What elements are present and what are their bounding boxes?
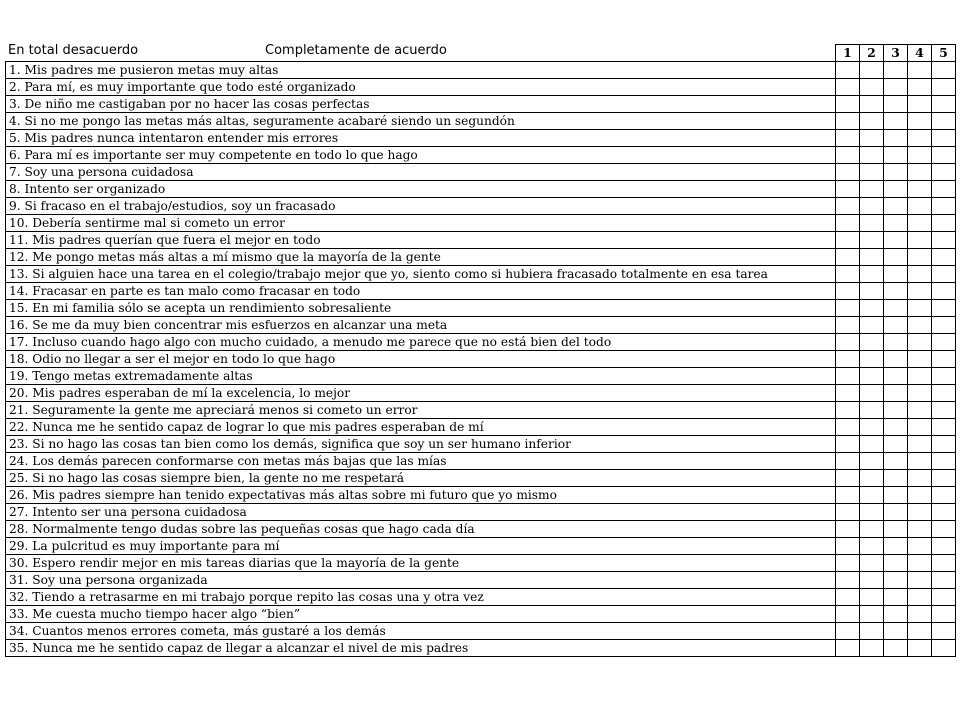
rating-cell-5[interactable]: [932, 572, 956, 589]
rating-cell-5[interactable]: [932, 351, 956, 368]
rating-cell-5[interactable]: [932, 147, 956, 164]
rating-cell-4[interactable]: [908, 470, 932, 487]
rating-cell-5[interactable]: [932, 215, 956, 232]
rating-cell-2[interactable]: [860, 113, 884, 130]
item-text: 5. Mis padres nunca intentaron entender mis errores: [6, 130, 836, 147]
item-text: 30. Espero rendir mejor en mis tareas diarias que la mayoría de la gente: [6, 555, 836, 572]
rating-cell-3[interactable]: [884, 181, 908, 198]
rating-cell-4[interactable]: [908, 487, 932, 504]
rating-cell-4[interactable]: [908, 589, 932, 606]
table-row: [6, 147, 956, 164]
rating-cell-2[interactable]: [860, 504, 884, 521]
table-row: [6, 334, 956, 351]
rating-cell-5[interactable]: [932, 487, 956, 504]
rating-cell-3[interactable]: [884, 113, 908, 130]
rating-cell-2[interactable]: [860, 96, 884, 113]
rating-cell-1[interactable]: [836, 283, 860, 300]
rating-cell-2[interactable]: [860, 572, 884, 589]
rating-cell-1[interactable]: [836, 79, 860, 96]
item-text: 9. Si fracaso en el trabajo/estudios, soy un fracasado: [6, 198, 836, 215]
rating-cell-1[interactable]: [836, 572, 860, 589]
rating-cell-3[interactable]: [884, 436, 908, 453]
rating-cell-3[interactable]: [884, 96, 908, 113]
table-row: [6, 487, 956, 504]
rating-cell-5[interactable]: [932, 300, 956, 317]
item-text: 13. Si alguien hace una tarea en el colegio/trabajo mejor que yo, siento como si hubiera fracasado totalmente en esa tarea: [6, 266, 836, 283]
rating-cell-2[interactable]: [860, 181, 884, 198]
item-text: 12. Me pongo metas más altas a mí mismo que la mayoría de la gente: [6, 249, 836, 266]
rating-cell-5[interactable]: [932, 453, 956, 470]
item-text: 31. Soy una persona organizada: [6, 572, 836, 589]
rating-cell-3[interactable]: [884, 453, 908, 470]
rating-cell-5[interactable]: [932, 521, 956, 538]
rating-cell-3[interactable]: [884, 164, 908, 181]
item-text: 27. Intento ser una persona cuidadosa: [6, 504, 836, 521]
rating-cell-2[interactable]: [860, 62, 884, 79]
rating-cell-4[interactable]: [908, 606, 932, 623]
rating-cell-4[interactable]: [908, 623, 932, 640]
rating-cell-4[interactable]: [908, 198, 932, 215]
item-text: 6. Para mí es importante ser muy competente en todo lo que hago: [6, 147, 836, 164]
rating-cell-5[interactable]: [932, 402, 956, 419]
rating-cell-4[interactable]: [908, 215, 932, 232]
rating-cell-2[interactable]: [860, 334, 884, 351]
item-text: 32. Tiendo a retrasarme en mi trabajo porque repito las cosas una y otra vez: [6, 589, 836, 606]
rating-cell-4[interactable]: [908, 232, 932, 249]
rating-cell-1[interactable]: [836, 606, 860, 623]
rating-cell-3[interactable]: [884, 640, 908, 657]
rating-cell-4[interactable]: [908, 555, 932, 572]
rating-cell-3[interactable]: [884, 147, 908, 164]
table-row: [6, 436, 956, 453]
item-text: 11. Mis padres querían que fuera el mejor en todo: [6, 232, 836, 249]
table-row: [6, 300, 956, 317]
rating-cell-1[interactable]: [836, 130, 860, 147]
rating-cell-3[interactable]: [884, 232, 908, 249]
table-row: [6, 198, 956, 215]
rating-cell-1[interactable]: [836, 368, 860, 385]
rating-cell-1[interactable]: [836, 164, 860, 181]
table-row: [6, 538, 956, 555]
rating-cell-4[interactable]: [908, 300, 932, 317]
rating-cell-4[interactable]: [908, 79, 932, 96]
rating-cell-4[interactable]: [908, 266, 932, 283]
rating-cell-4[interactable]: [908, 164, 932, 181]
rating-cell-5[interactable]: [932, 555, 956, 572]
rating-cell-3[interactable]: [884, 334, 908, 351]
rating-cell-2[interactable]: [860, 266, 884, 283]
rating-cell-4[interactable]: [908, 538, 932, 555]
rating-cell-3[interactable]: [884, 317, 908, 334]
rating-cell-3[interactable]: [884, 62, 908, 79]
rating-cell-2[interactable]: [860, 606, 884, 623]
rating-cell-5[interactable]: [932, 317, 956, 334]
rating-cell-1[interactable]: [836, 436, 860, 453]
rating-cell-3[interactable]: [884, 572, 908, 589]
rating-cell-2[interactable]: [860, 555, 884, 572]
rating-cell-5[interactable]: [932, 232, 956, 249]
rating-cell-1[interactable]: [836, 147, 860, 164]
rating-cell-3[interactable]: [884, 215, 908, 232]
rating-cell-5[interactable]: [932, 538, 956, 555]
rating-cell-3[interactable]: [884, 419, 908, 436]
rating-cell-1[interactable]: [836, 555, 860, 572]
rating-cell-3[interactable]: [884, 283, 908, 300]
item-text: 21. Seguramente la gente me apreciará menos si cometo un error: [6, 402, 836, 419]
rating-cell-5[interactable]: [932, 266, 956, 283]
item-text: 14. Fracasar en parte es tan malo como fracasar en todo: [6, 283, 836, 300]
rating-cell-5[interactable]: [932, 62, 956, 79]
item-text: 28. Normalmente tengo dudas sobre las pequeñas cosas que hago cada día: [6, 521, 836, 538]
table-row: [6, 317, 956, 334]
table-row: [6, 232, 956, 249]
rating-cell-2[interactable]: [860, 623, 884, 640]
rating-cell-5[interactable]: [932, 164, 956, 181]
rating-cell-2[interactable]: [860, 249, 884, 266]
rating-cell-5[interactable]: [932, 96, 956, 113]
rating-cell-4[interactable]: [908, 351, 932, 368]
table-row: [6, 215, 956, 232]
scale-header-5: 5: [932, 45, 956, 62]
rating-cell-1[interactable]: [836, 181, 860, 198]
table-row: [6, 589, 956, 606]
rating-cell-1[interactable]: [836, 317, 860, 334]
rating-cell-5[interactable]: [932, 623, 956, 640]
table-row: [6, 606, 956, 623]
rating-cell-1[interactable]: [836, 198, 860, 215]
rating-cell-5[interactable]: [932, 504, 956, 521]
rating-cell-2[interactable]: [860, 538, 884, 555]
rating-cell-3[interactable]: [884, 402, 908, 419]
rating-cell-4[interactable]: [908, 130, 932, 147]
item-text: 2. Para mí, es muy importante que todo esté organizado: [6, 79, 836, 96]
header-row: [6, 45, 956, 62]
rating-cell-2[interactable]: [860, 402, 884, 419]
item-text: 25. Si no hago las cosas siempre bien, la gente no me respetará: [6, 470, 836, 487]
rating-cell-1[interactable]: [836, 232, 860, 249]
rating-cell-4[interactable]: [908, 96, 932, 113]
rating-cell-2[interactable]: [860, 300, 884, 317]
rating-cell-1[interactable]: [836, 215, 860, 232]
table-row: [6, 113, 956, 130]
rating-cell-4[interactable]: [908, 113, 932, 130]
rating-cell-1[interactable]: [836, 504, 860, 521]
table-row: [6, 283, 956, 300]
table-row: [6, 368, 956, 385]
scale-header-2: 2: [860, 45, 884, 62]
rating-cell-1[interactable]: [836, 538, 860, 555]
header-spacer: [6, 45, 836, 62]
rating-cell-2[interactable]: [860, 215, 884, 232]
rating-cell-3[interactable]: [884, 589, 908, 606]
rating-cell-3[interactable]: [884, 266, 908, 283]
rating-cell-3[interactable]: [884, 368, 908, 385]
rating-cell-3[interactable]: [884, 606, 908, 623]
table-row: [6, 164, 956, 181]
rating-cell-5[interactable]: [932, 589, 956, 606]
rating-cell-3[interactable]: [884, 198, 908, 215]
rating-cell-3[interactable]: [884, 538, 908, 555]
table-row: [6, 96, 956, 113]
rating-cell-5[interactable]: [932, 181, 956, 198]
rating-cell-4[interactable]: [908, 453, 932, 470]
item-text: 24. Los demás parecen conformarse con metas más bajas que las mías: [6, 453, 836, 470]
table-row: [6, 351, 956, 368]
table-row: [6, 504, 956, 521]
item-text: 23. Si no hago las cosas tan bien como los demás, significa que soy un ser humano inferior: [6, 436, 836, 453]
rating-cell-4[interactable]: [908, 283, 932, 300]
rating-cell-2[interactable]: [860, 164, 884, 181]
rating-cell-2[interactable]: [860, 453, 884, 470]
rating-cell-4[interactable]: [908, 181, 932, 198]
rating-cell-2[interactable]: [860, 130, 884, 147]
rating-cell-4[interactable]: [908, 147, 932, 164]
table-row: [6, 419, 956, 436]
item-text: 8. Intento ser organizado: [6, 181, 836, 198]
rating-cell-2[interactable]: [860, 79, 884, 96]
rating-cell-1[interactable]: [836, 62, 860, 79]
rating-cell-4[interactable]: [908, 62, 932, 79]
rating-cell-2[interactable]: [860, 385, 884, 402]
table-row: [6, 79, 956, 96]
rating-cell-4[interactable]: [908, 419, 932, 436]
rating-cell-4[interactable]: [908, 572, 932, 589]
rating-cell-2[interactable]: [860, 283, 884, 300]
item-text: 18. Odio no llegar a ser el mejor en todo lo que hago: [6, 351, 836, 368]
rating-cell-1[interactable]: [836, 623, 860, 640]
rating-cell-3[interactable]: [884, 130, 908, 147]
rating-cell-1[interactable]: [836, 300, 860, 317]
table-row: [6, 453, 956, 470]
rating-cell-1[interactable]: [836, 334, 860, 351]
rating-cell-3[interactable]: [884, 487, 908, 504]
rating-cell-3[interactable]: [884, 79, 908, 96]
scale-header-1: 1: [836, 45, 860, 62]
scale-header-3: 3: [884, 45, 908, 62]
rating-cell-5[interactable]: [932, 368, 956, 385]
scale-left-label: En total desacuerdo: [8, 43, 139, 58]
rating-cell-1[interactable]: [836, 96, 860, 113]
item-text: 33. Me cuesta mucho tiempo hacer algo “bien”: [6, 606, 836, 623]
rating-cell-1[interactable]: [836, 249, 860, 266]
rating-cell-5[interactable]: [932, 436, 956, 453]
rating-cell-3[interactable]: [884, 470, 908, 487]
rating-cell-4[interactable]: [908, 504, 932, 521]
table-row: [6, 521, 956, 538]
rating-cell-1[interactable]: [836, 487, 860, 504]
rating-cell-4[interactable]: [908, 249, 932, 266]
rating-cell-1[interactable]: [836, 266, 860, 283]
rating-cell-1[interactable]: [836, 521, 860, 538]
table-row: [6, 385, 956, 402]
rating-cell-4[interactable]: [908, 402, 932, 419]
rating-cell-5[interactable]: [932, 249, 956, 266]
table-row: [6, 62, 956, 79]
rating-cell-5[interactable]: [932, 334, 956, 351]
rating-cell-2[interactable]: [860, 640, 884, 657]
rating-cell-2[interactable]: [860, 521, 884, 538]
table-row: [6, 130, 956, 147]
rating-cell-4[interactable]: [908, 317, 932, 334]
scale-header-4: 4: [908, 45, 932, 62]
rating-cell-5[interactable]: [932, 470, 956, 487]
rating-cell-4[interactable]: [908, 368, 932, 385]
rating-cell-5[interactable]: [932, 606, 956, 623]
item-text: 26. Mis padres siempre han tenido expectativas más altas sobre mi futuro que yo mismo: [6, 487, 836, 504]
rating-cell-3[interactable]: [884, 385, 908, 402]
table-row: [6, 572, 956, 589]
rating-cell-1[interactable]: [836, 470, 860, 487]
rating-cell-4[interactable]: [908, 436, 932, 453]
rating-cell-1[interactable]: [836, 402, 860, 419]
table-row: [6, 181, 956, 198]
rating-cell-3[interactable]: [884, 555, 908, 572]
rating-cell-2[interactable]: [860, 317, 884, 334]
table-row: [6, 640, 956, 657]
rating-cell-2[interactable]: [860, 147, 884, 164]
item-text: 22. Nunca me he sentido capaz de lograr lo que mis padres esperaban de mí: [6, 419, 836, 436]
rating-cell-3[interactable]: [884, 351, 908, 368]
rating-cell-2[interactable]: [860, 198, 884, 215]
rating-cell-4[interactable]: [908, 640, 932, 657]
rating-cell-4[interactable]: [908, 334, 932, 351]
rating-cell-2[interactable]: [860, 419, 884, 436]
rating-cell-2[interactable]: [860, 436, 884, 453]
table-row: [6, 266, 956, 283]
item-text: 34. Cuantos menos errores cometa, más gustaré a los demás: [6, 623, 836, 640]
rating-cell-4[interactable]: [908, 385, 932, 402]
item-text: 10. Debería sentirme mal si cometo un error: [6, 215, 836, 232]
rating-cell-5[interactable]: [932, 640, 956, 657]
item-text: 19. Tengo metas extremadamente altas: [6, 368, 836, 385]
rating-cell-5[interactable]: [932, 79, 956, 96]
rating-cell-2[interactable]: [860, 589, 884, 606]
rating-cell-5[interactable]: [932, 385, 956, 402]
table-row: [6, 470, 956, 487]
item-text: 1. Mis padres me pusieron metas muy altas: [6, 62, 836, 79]
item-text: 3. De niño me castigaban por no hacer las cosas perfectas: [6, 96, 836, 113]
rating-cell-1[interactable]: [836, 589, 860, 606]
rating-cell-2[interactable]: [860, 368, 884, 385]
rating-cell-2[interactable]: [860, 351, 884, 368]
item-text: 15. En mi familia sólo se acepta un rendimiento sobresaliente: [6, 300, 836, 317]
table-row: [6, 623, 956, 640]
table-row: [6, 249, 956, 266]
questionnaire-table: [5, 44, 956, 657]
rating-cell-1[interactable]: [836, 385, 860, 402]
rating-cell-2[interactable]: [860, 470, 884, 487]
rating-cell-5[interactable]: [932, 130, 956, 147]
rating-cell-3[interactable]: [884, 504, 908, 521]
rating-cell-1[interactable]: [836, 351, 860, 368]
rating-cell-3[interactable]: [884, 249, 908, 266]
rating-cell-5[interactable]: [932, 283, 956, 300]
item-text: 29. La pulcritud es muy importante para mí: [6, 538, 836, 555]
rating-cell-3[interactable]: [884, 300, 908, 317]
item-text: 35. Nunca me he sentido capaz de llegar a alcanzar el nivel de mis padres: [6, 640, 836, 657]
item-text: 17. Incluso cuando hago algo con mucho cuidado, a menudo me parece que no está bien del todo: [6, 334, 836, 351]
rating-cell-2[interactable]: [860, 232, 884, 249]
rating-cell-1[interactable]: [836, 640, 860, 657]
rating-cell-4[interactable]: [908, 521, 932, 538]
scale-right-label: Completamente de acuerdo: [265, 43, 447, 58]
rating-cell-5[interactable]: [932, 113, 956, 130]
rating-cell-3[interactable]: [884, 623, 908, 640]
rating-cell-3[interactable]: [884, 521, 908, 538]
rating-cell-1[interactable]: [836, 453, 860, 470]
item-text: 16. Se me da muy bien concentrar mis esfuerzos en alcanzar una meta: [6, 317, 836, 334]
table-row: [6, 402, 956, 419]
item-text: 4. Si no me pongo las metas más altas, seguramente acabaré siendo un segundón: [6, 113, 836, 130]
rating-cell-1[interactable]: [836, 113, 860, 130]
item-text: 7. Soy una persona cuidadosa: [6, 164, 836, 181]
item-text: 20. Mis padres esperaban de mí la excelencia, lo mejor: [6, 385, 836, 402]
table-row: [6, 555, 956, 572]
rating-cell-5[interactable]: [932, 198, 956, 215]
rating-cell-5[interactable]: [932, 419, 956, 436]
rating-cell-1[interactable]: [836, 419, 860, 436]
rating-cell-2[interactable]: [860, 487, 884, 504]
